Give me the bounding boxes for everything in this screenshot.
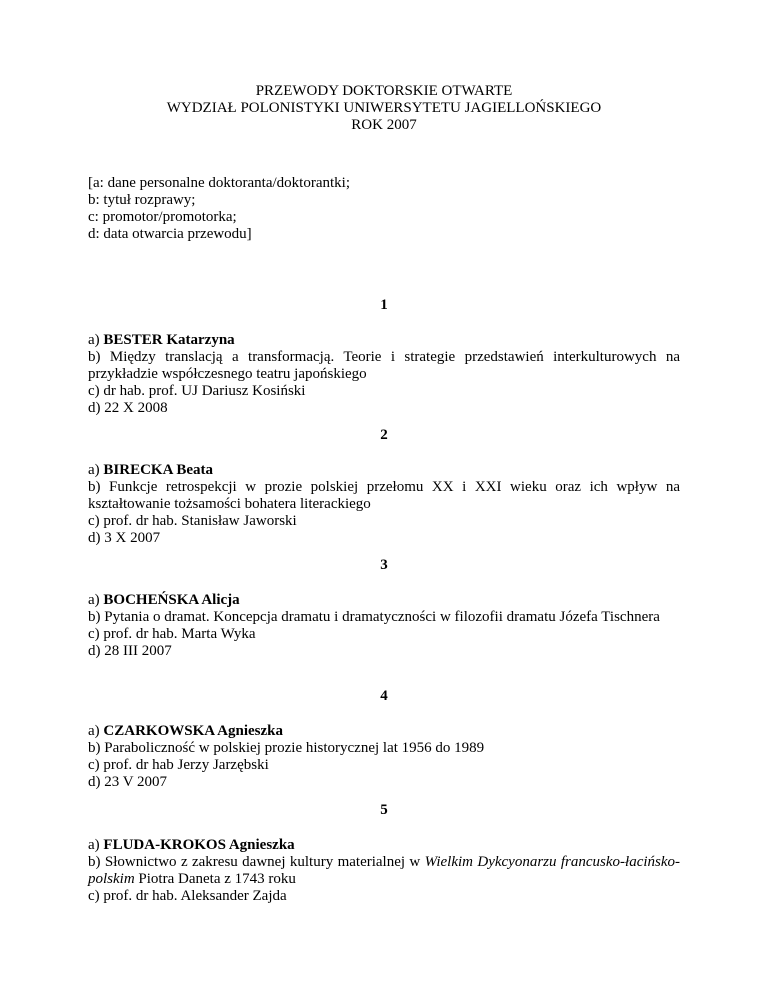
entry-number: 4 (380, 688, 388, 704)
entry-title: b) Funkcje retrospekcji w prozie polskiej przełomu XX i XXI wieku oraz ich wpływ na kształtowanie tożsamości bohatera literackiego (88, 479, 681, 512)
entry-date: d) 28 III 2007 (88, 643, 172, 659)
entry-number: 1 (380, 297, 388, 313)
entry-number: 2 (380, 427, 388, 443)
entry-5 (88, 802, 680, 905)
entry-person: a) BESTER Katarzyna (88, 332, 235, 348)
entry-person-name: BIRECKA Beata (103, 462, 213, 478)
entry-2 (88, 427, 680, 547)
header-line-1: PRZEWODY DOKTORSKIE OTWARTE (255, 83, 513, 99)
entry-person-name: CZARKOWSKA Agnieszka (103, 723, 284, 739)
entry-4 (88, 688, 680, 791)
document-header (0, 83, 768, 134)
entry-person-name: FLUDA-KROKOS Agnieszka (103, 837, 295, 853)
entry-date: d) 22 X 2008 (88, 400, 168, 416)
entry-title: b) Słownictwo z zakresu dawnej kultury materialnej w Wielkim Dykcyonarzu francusko-łacińsko-polskim Piotra Daneta z 1743 roku (88, 854, 681, 887)
entry-promoter: c) dr hab. prof. UJ Dariusz Kosiński (88, 383, 306, 399)
legend-line-d: d: data otwarcia przewodu] (88, 226, 252, 242)
entry-title: b) Pytania o dramat. Koncepcja dramatu i dramatyczności w filozofii dramatu Józefa Tischnera (88, 609, 660, 625)
legend-line-b: b: tytuł rozprawy; (88, 192, 196, 208)
header-line-2: WYDZIAŁ POLONISTYKI UNIWERSYTETU JAGIELLOŃSKIEGO (166, 100, 602, 116)
header-line-3: ROK 2007 (351, 117, 417, 133)
entry-promoter: c) prof. dr hab. Aleksander Zajda (88, 888, 287, 904)
legend-line-c: c: promotor/promotorka; (88, 209, 237, 225)
legend (88, 175, 350, 243)
entry-title: b) Między translacją a transformacją. Teorie i strategie przedstawień interkulturowych na przykładzie współczesnego teatru japońskiego (88, 349, 680, 382)
entry-number: 5 (380, 802, 388, 818)
entry-person: a) CZARKOWSKA Agnieszka (88, 723, 284, 739)
entry-person-name: BOCHEŃSKA Alicja (103, 592, 240, 608)
entry-3 (88, 557, 680, 660)
entry-promoter: c) prof. dr hab. Marta Wyka (88, 626, 256, 642)
entry-date: d) 3 X 2007 (88, 530, 161, 546)
entry-person-name: BESTER Katarzyna (103, 332, 235, 348)
entry-person: a) BIRECKA Beata (88, 462, 213, 478)
entry-date: d) 23 V 2007 (88, 774, 168, 790)
entry-title: b) Paraboliczność w polskiej prozie historycznej lat 1956 do 1989 (88, 740, 485, 756)
entry-promoter: c) prof. dr hab. Stanisław Jaworski (88, 513, 297, 529)
entry-promoter: c) prof. dr hab Jerzy Jarzębski (88, 757, 269, 773)
entry-number: 3 (380, 557, 388, 573)
entry-title-italic: Wielkim Dykcyonarzu francusko-łacińsko-polskim (88, 854, 681, 887)
legend-line-a: [a: dane personalne doktoranta/doktorantki; (88, 175, 350, 191)
entry-1 (88, 297, 680, 417)
entry-person: a) FLUDA-KROKOS Agnieszka (88, 837, 295, 853)
entry-person: a) BOCHEŃSKA Alicja (88, 592, 240, 608)
